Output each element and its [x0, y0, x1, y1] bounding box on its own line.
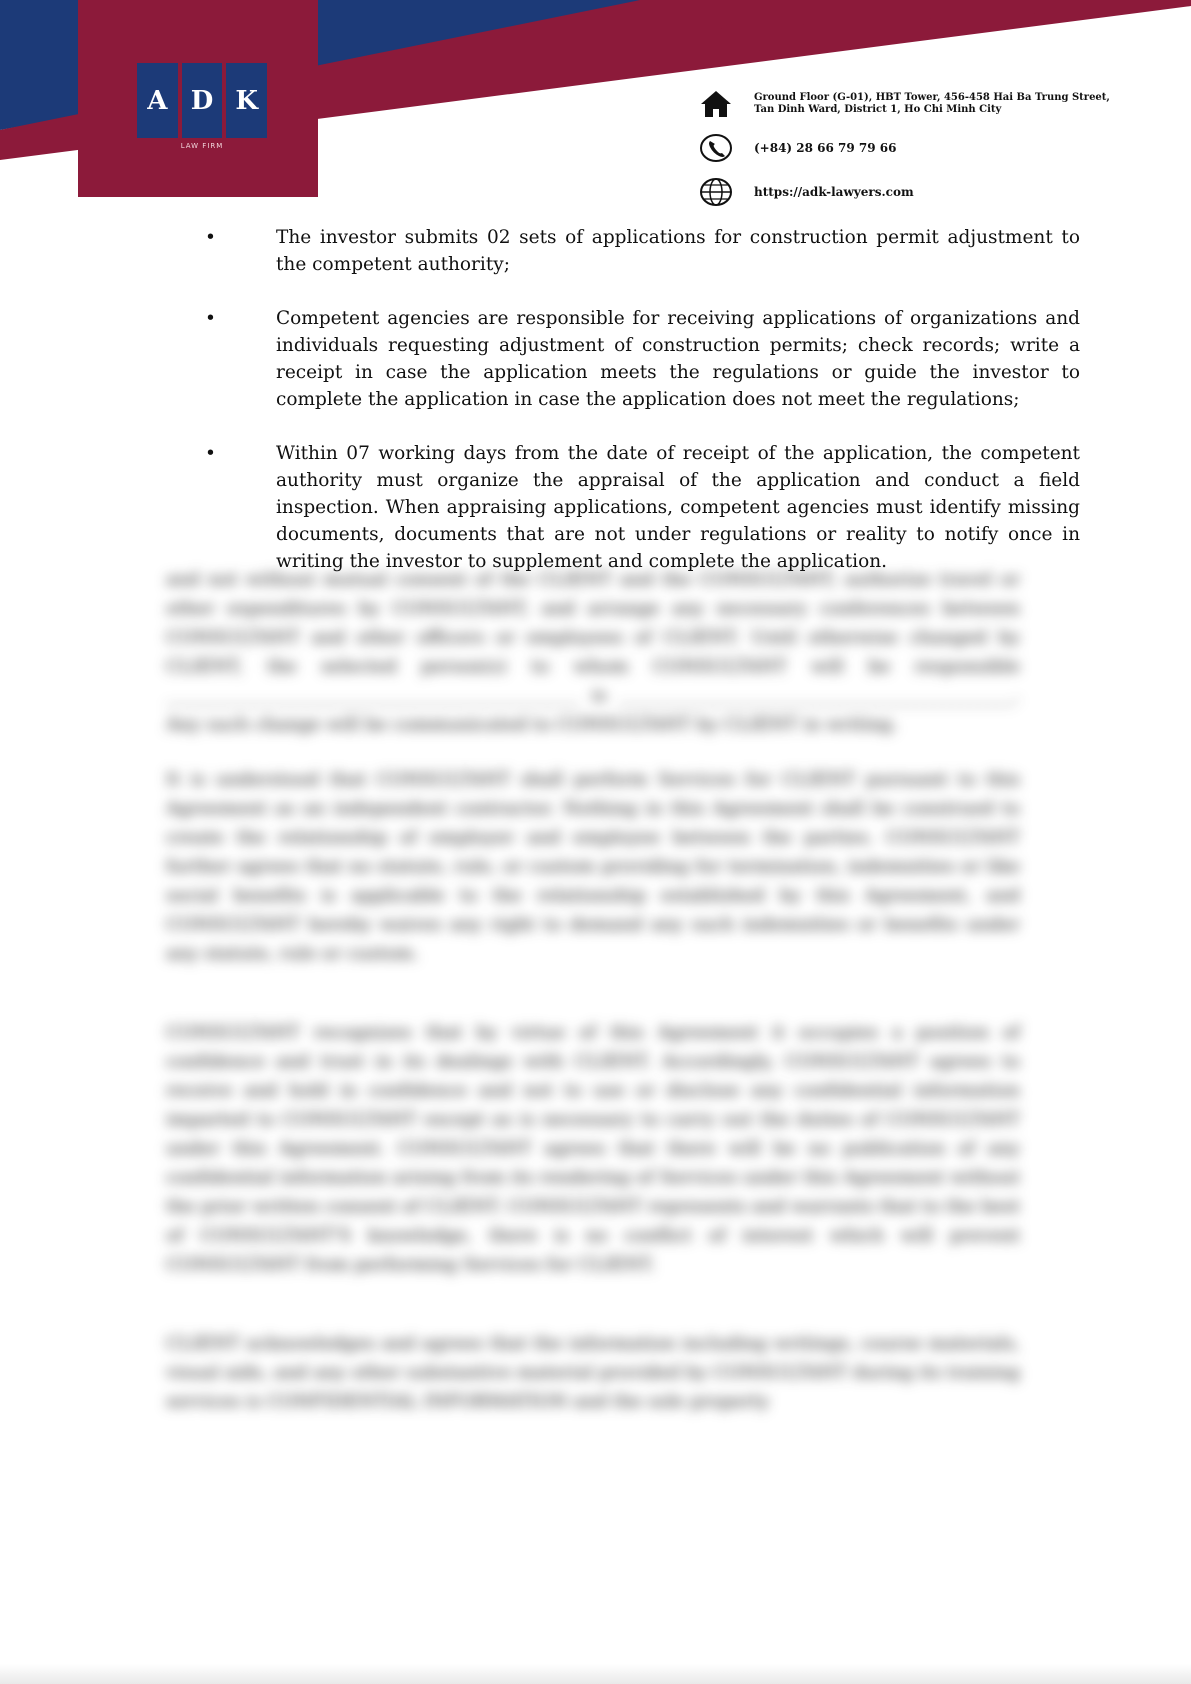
- page-bottom-shadow: [0, 1664, 1191, 1684]
- address-row: [698, 88, 1110, 120]
- address-line-2: Tan Dinh Ward, District 1, Ho Chi Minh City: [754, 104, 1002, 115]
- blurred-paragraph: and not without mutual consent of the CLIENT and the CONSULTANT, authorize travel or other expenditures by CONSULTANT, and arrange any necessary conferences between CONSULTANT and other officers or employees of CLIENT. Until otherwise changed by CLIENT, the selected person(s) to whom CONSULTANT will be responsible ______________________________________________ is ____________________________________________. Any such change will be communicated to CONSULTANT by CLIENT in writing.: [166, 569, 1020, 735]
- logo-letter-a: A: [137, 63, 178, 138]
- website-row: [698, 176, 914, 208]
- logo-subtitle: LAW FIRM: [180, 142, 224, 150]
- bullet-icon: •: [205, 443, 216, 464]
- website-link[interactable]: https://adk-lawyers.com: [754, 185, 914, 199]
- list-item: [205, 305, 1080, 413]
- phone-row: [698, 132, 897, 164]
- list-item: [205, 440, 1080, 575]
- blurred-paragraph: It is understood that CONSULTANT shall perform Services for CLIENT pursuant to this Agreement as an independent contractor. Nothing in this Agreement shall be construed to create the relationship of employer and employee between the parties. CONSULTANT further agrees that no statute, rule, or custom providing for termination, indemnities or like social benefits is applicable to the relationship established by this Agreement, and CONSULTANT hereby waives any right to demand any such indemnities or benefits under any statute, rule or custom.: [166, 769, 1020, 964]
- home-icon: [698, 88, 734, 120]
- logo-letter-k: K: [226, 63, 267, 138]
- bullet-text: Within 07 working days from the date of receipt of the application, the competent authority must organize the appraisal of the application and conduct a field inspection. When appraising applications, competent agencies must identify missing documents, documents that are not under regulations or reality to notify once in writing the investor to supplement and complete the application.: [276, 443, 1080, 572]
- phone-icon: [698, 132, 734, 164]
- bullet-list: [205, 224, 1080, 602]
- bullet-text: The investor submits 02 sets of applications for construction permit adjustment to the competent authority;: [276, 227, 1080, 275]
- bullet-icon: •: [205, 308, 216, 329]
- blurred-preview: [166, 565, 1020, 1442]
- list-item: [205, 224, 1080, 278]
- company-logo: [137, 63, 267, 138]
- logo-letter-d: D: [182, 63, 223, 138]
- address-line-1: Ground Floor (G-01), HBT Tower, 456-458 Hai Ba Trung Street,: [754, 92, 1110, 103]
- blurred-paragraph: CLIENT acknowledges and agrees that the information including writings, course materials, visual aids, and any other substantive material provided by CONSULTANT during its training services is CONFIDENTIAL INFORMATION and the sole property: [166, 1333, 1020, 1412]
- globe-icon: [698, 176, 734, 208]
- bullet-icon: •: [205, 227, 216, 248]
- address-text: [754, 92, 1110, 116]
- phone-number[interactable]: (+84) 28 66 79 79 66: [754, 141, 897, 155]
- bullet-text: Competent agencies are responsible for receiving applications of organizations and individuals requesting adjustment of construction permits; check records; write a receipt in case the application meets the regulations or guide the investor to complete the application in case the application does not meet the regulations;: [276, 308, 1080, 410]
- document-body: [0, 224, 1191, 572]
- blurred-paragraph: CONSULTANT recognizes that by virtue of this Agreement it occupies a position of confidence and trust in its dealings with CLIENT. Accordingly, CONSULTANT agrees to receive and hold in confidence and not to use or disclose any confidential information imparted to CONSULTANT except as is necessary to carry out the duties of CONSULTANT under this Agreement. CONSULTANT agrees that there will be no publication of any confidential information arising from its rendering of Services under this Agreement without the prior written consent of CLIENT. CONSULTANT represents and warrants that to the best of CONSULTANT'S knowledge, there is no conflict of interest which will prevent CONSULTANT from performing Services for CLIENT.: [166, 1022, 1020, 1275]
